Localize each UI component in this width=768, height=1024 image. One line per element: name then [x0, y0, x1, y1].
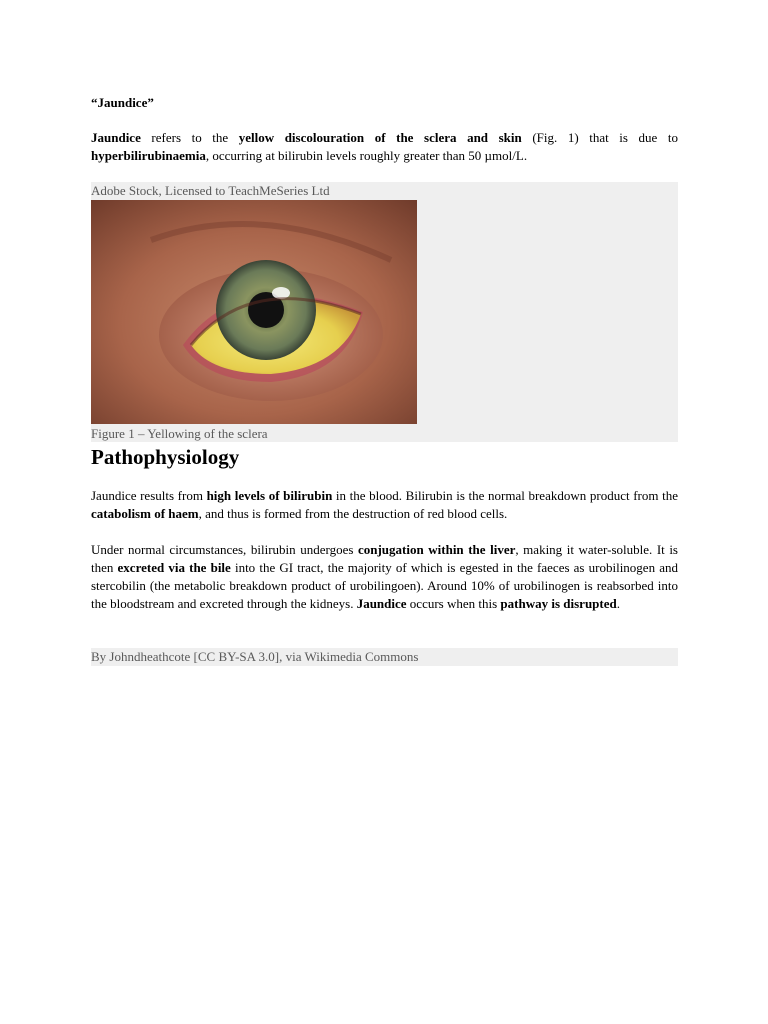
para-text: Jaundice results from — [91, 488, 207, 503]
term-hyperbilirubinaemia: hyperbilirubinaemia — [91, 148, 206, 163]
term-catabolism-of-haem: catabolism of haem — [91, 506, 199, 521]
para-text: occurs when this — [406, 596, 501, 611]
term-high-bilirubin: high levels of bilirubin — [206, 488, 333, 503]
document-title: “Jaundice” — [91, 95, 154, 110]
term-yellow-discolouration: yellow discolouration of the sclera and skin — [238, 130, 522, 145]
term-jaundice: Jaundice — [356, 596, 407, 611]
image-credit-2: By Johndheathcote [CC BY-SA 3.0], via Wikimedia Commons — [91, 649, 419, 664]
eye-illustration — [91, 200, 417, 424]
image-credit: Adobe Stock, Licensed to TeachMeSeries Ltd — [91, 183, 330, 198]
para-text: in the blood. Bilirubin is the normal breakdown product from the — [332, 488, 678, 503]
para-text: , and thus is formed from the destruction of red blood cells. — [198, 506, 508, 521]
image-credit-2-box — [91, 648, 678, 666]
intro-text: , occurring at bilirubin levels roughly greater than 50 µmol/L. — [205, 148, 528, 163]
term-excreted-bile: excreted via the bile — [117, 560, 231, 575]
pathophysiology-paragraph-2 — [91, 541, 678, 613]
para-text: . — [616, 596, 620, 611]
para-text: , making it water-soluble. It is then — [91, 542, 678, 575]
term-pathway-disrupted: pathway is disrupted — [500, 596, 617, 611]
figure-caption: Figure 1 – Yellowing of the sclera — [91, 426, 268, 441]
term-jaundice: Jaundice — [91, 130, 141, 145]
figure-1 — [91, 182, 678, 442]
intro-paragraph — [91, 129, 678, 165]
para-text: into the GI tract, the majority of which is egested in the faeces as urobilinogen and stercobilin (the metabolic breakdown product of urobilingoen). Around 10% of urobilinogen is reabsorbed into the bloodstream and excreted through the kidneys. — [91, 560, 678, 611]
intro-text: (Fig. 1) that is due to — [521, 130, 678, 145]
term-conjugation: conjugation within the liver — [357, 542, 516, 557]
section-heading: Pathophysiology — [91, 445, 240, 469]
para-text: Under normal circumstances, bilirubin undergoes — [91, 542, 358, 557]
jaundiced-eye-photo — [91, 200, 417, 424]
intro-text: refers to the — [140, 130, 239, 145]
pathophysiology-paragraph-1 — [91, 487, 678, 523]
